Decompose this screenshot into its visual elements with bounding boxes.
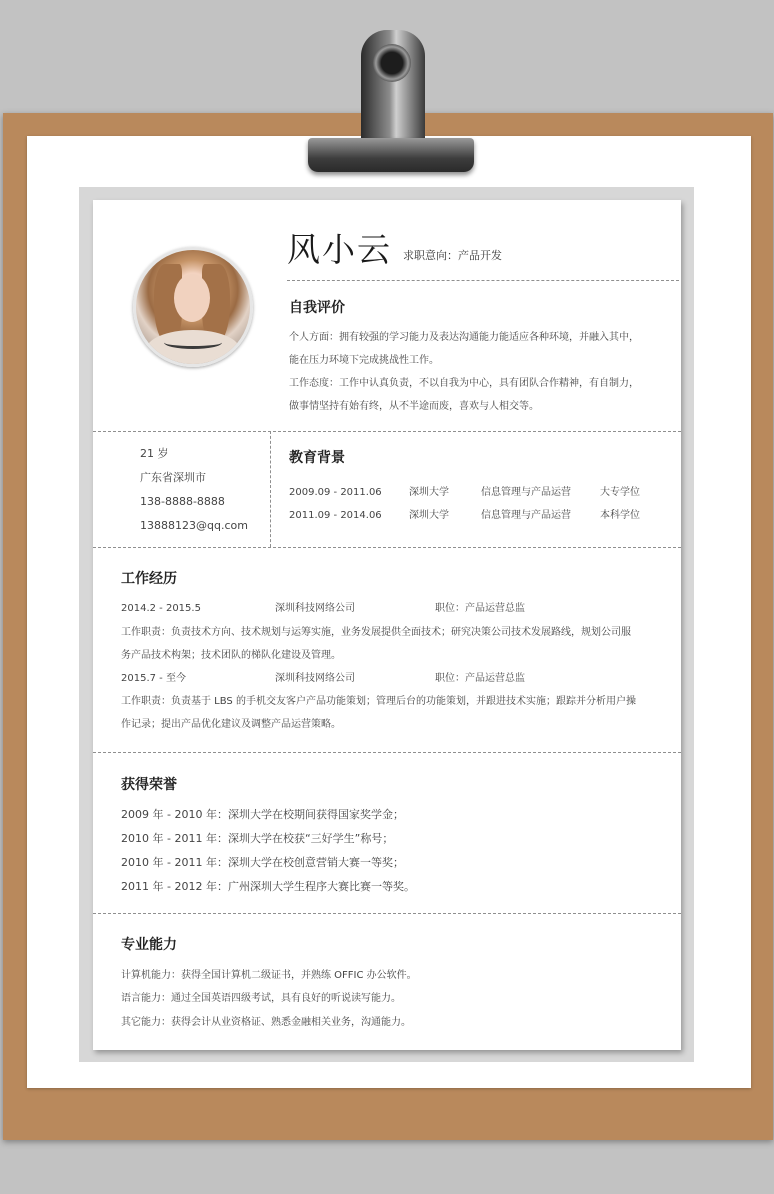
education-degree: 本科学位 xyxy=(600,510,640,521)
education-major: 信息管理与产品运营 xyxy=(481,510,571,521)
work-period: 2014.2 - 2015.5 xyxy=(121,603,201,614)
work-company: 深圳科技网络公司 xyxy=(275,673,355,684)
binder-clip-ring xyxy=(373,44,411,82)
education-title: 教育背景 xyxy=(289,450,345,466)
education-degree: 大专学位 xyxy=(600,487,640,498)
personal-email: 13888123@qq.com xyxy=(140,519,248,532)
divider xyxy=(93,431,681,432)
divider xyxy=(93,547,681,548)
self-eval-title: 自我评价 xyxy=(289,300,345,316)
work-duty: 工作职责：负责基于 LBS 的手机交友客户产品功能策划；管理后台的功能策划，并跟进技术实施；跟踪并分析用户操 xyxy=(121,696,636,707)
candidate-name: 风小云 xyxy=(287,230,392,269)
skill-item: 计算机能力：获得全国计算机二级证书，并熟练 OFFIC 办公软件。 xyxy=(121,970,417,981)
avatar-collar xyxy=(164,336,222,349)
honor-item: 2010 年 - 2011 年：深圳大学在校获“三好学生”称号； xyxy=(121,832,394,845)
job-intent: 求职意向：产品开发 xyxy=(403,249,502,262)
self-eval-line: 工作态度：工作中认真负责，不以自我为中心，具有团队合作精神，有自制力， xyxy=(289,378,639,389)
personal-age: 21 岁 xyxy=(140,447,169,460)
education-period: 2009.09 - 2011.06 xyxy=(289,487,382,498)
education-major: 信息管理与产品运营 xyxy=(481,487,571,498)
skill-item: 语言能力：通过全国英语四级考试，具有良好的听说读写能力。 xyxy=(121,993,401,1004)
education-school: 深圳大学 xyxy=(409,510,449,521)
self-eval-line: 做事情坚持有始有终，从不半途而废，喜欢与人相交等。 xyxy=(289,401,539,412)
education-school: 深圳大学 xyxy=(409,487,449,498)
divider xyxy=(287,280,679,281)
skills-title: 专业能力 xyxy=(121,937,177,953)
work-duty: 作记录；提出产品优化建议及调整产品运营策略。 xyxy=(121,719,341,730)
divider-vertical xyxy=(270,431,271,547)
avatar-photo xyxy=(133,247,253,367)
work-duty: 工作职责：负责技术方向、技术规划与运筹实施，业务发展提供全面技术；研究决策公司技术发展路线，规划公司服 xyxy=(121,627,631,638)
binder-clip-plate xyxy=(308,138,474,172)
avatar-face xyxy=(174,274,210,322)
self-eval-line: 能在压力环境下完成挑战性工作。 xyxy=(289,355,439,366)
work-company: 深圳科技网络公司 xyxy=(275,603,355,614)
work-position: 职位：产品运营总监 xyxy=(435,603,525,614)
honor-item: 2011 年 - 2012 年：广州深圳大学生程序大赛比赛一等奖。 xyxy=(121,880,415,893)
work-title: 工作经历 xyxy=(121,571,177,587)
personal-phone: 138-8888-8888 xyxy=(140,495,225,508)
honor-item: 2010 年 - 2011 年：深圳大学在校创意营销大赛一等奖； xyxy=(121,856,404,869)
honor-item: 2009 年 - 2010 年：深圳大学在校期间获得国家奖学金； xyxy=(121,808,404,821)
work-position: 职位：产品运营总监 xyxy=(435,673,525,684)
education-period: 2011.09 - 2014.06 xyxy=(289,510,382,521)
self-eval-line: 个人方面：拥有较强的学习能力及表达沟通能力能适应各种环境，并融入其中， xyxy=(289,332,639,343)
skill-item: 其它能力：获得会计从业资格证、熟悉金融相关业务，沟通能力。 xyxy=(121,1017,411,1028)
divider xyxy=(93,752,681,753)
divider xyxy=(93,913,681,914)
work-duty: 务产品技术构架；技术团队的梯队化建设及管理。 xyxy=(121,650,341,661)
work-period: 2015.7 - 至今 xyxy=(121,673,186,684)
personal-location: 广东省深圳市 xyxy=(140,471,206,484)
honors-title: 获得荣誉 xyxy=(121,777,177,793)
